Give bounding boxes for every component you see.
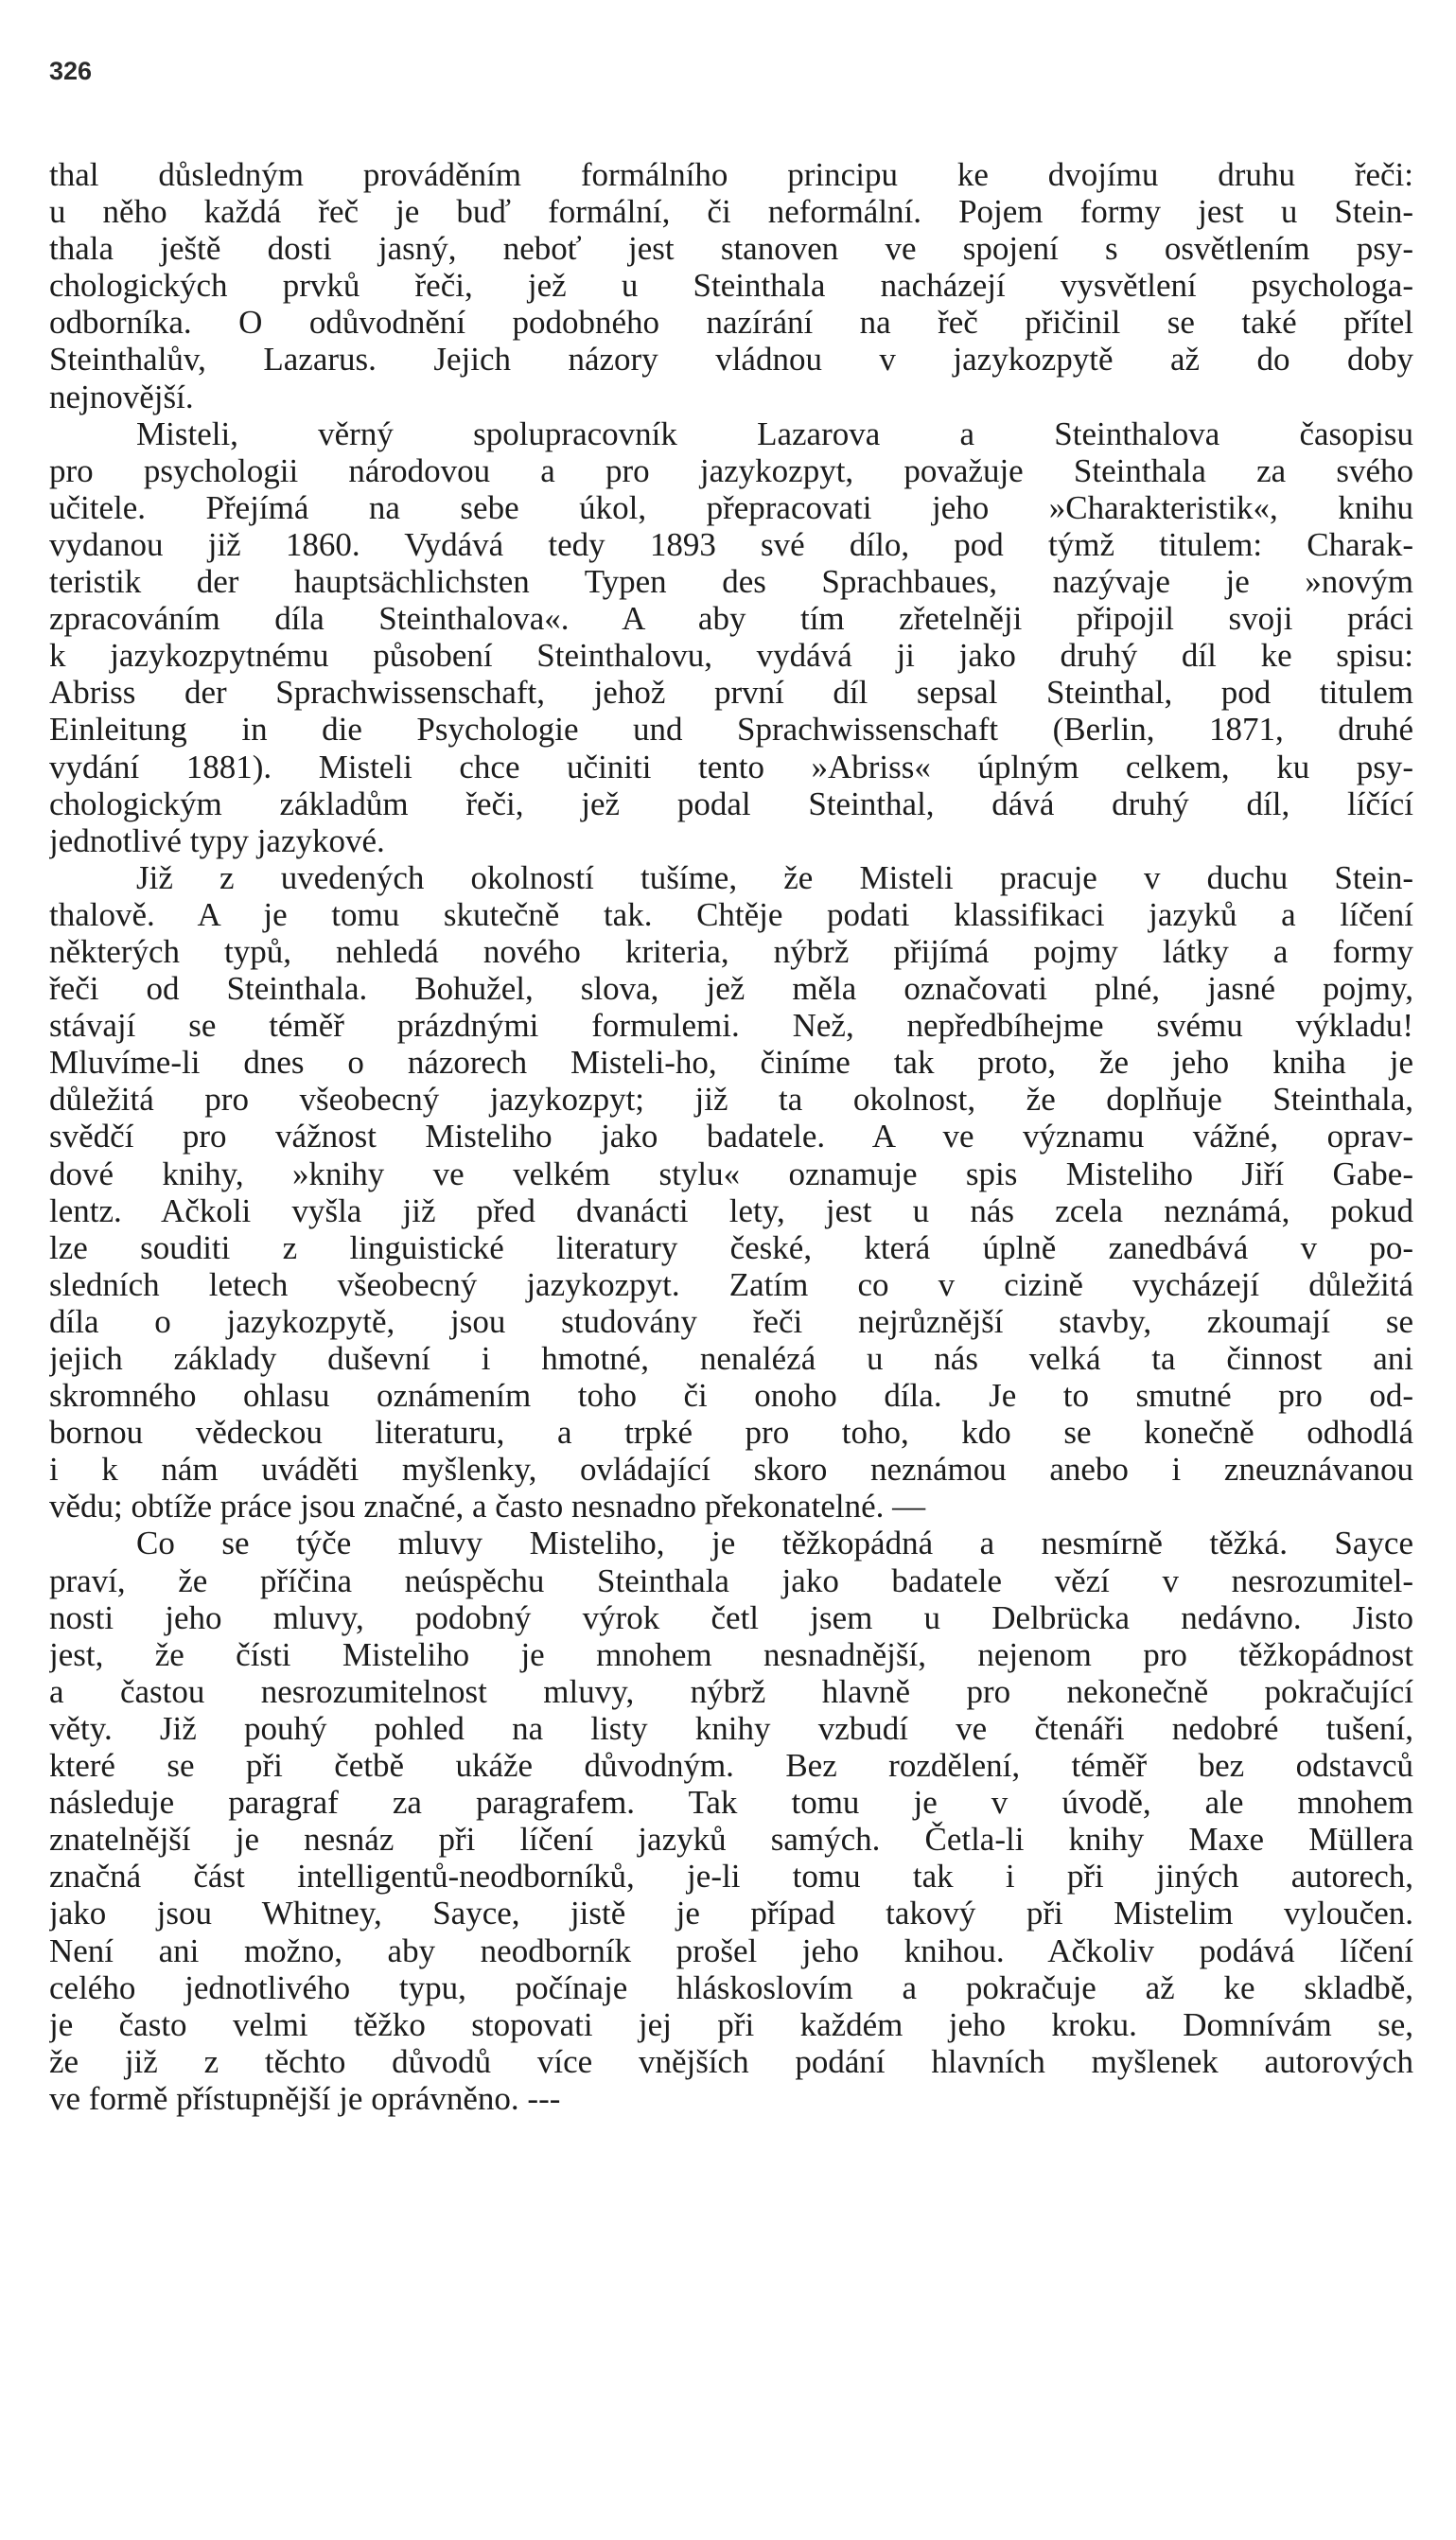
text-line: jejich základy duševní i hmotné, nenalézá u nás velká ta činnost ani [49,1340,1413,1377]
paragraph [49,859,1413,1526]
page-number: 326 [49,57,93,85]
text-line: Abriss der Sprachwissenschaft, jehož první díl sepsal Steinthal, pod titulem [49,674,1413,712]
paragraph [49,1525,1413,2117]
text-line: odborníka. O odůvodnění podobného nazírání na řeč přičinil se také přítel [49,304,1413,342]
text-line: thal důsledným prováděním formálního principu ke dvojímu druhu řeči: [49,156,1413,193]
text-line: následuje paragraf za paragrafem. Tak tomu je v úvodě, ale mnohem [49,1784,1413,1822]
text-line: vědu; obtíže práce jsou značné, a často nesnadno překonatelné. — [49,1488,926,1526]
text-line: skromného ohlasu oznámením toho či onoho díla. Je to smutné pro od- [49,1377,1413,1415]
text-line: Einleitung in die Psychologie und Sprachwissenschaft (Berlin, 1871, druhé [49,711,1413,749]
text-line: chologickým základům řeči, jež podal Steinthal, dává druhý díl, líčící [49,785,1413,822]
text-line: díla o jazykozpytě, jsou studovány řeči nejrůznější stavby, zkoumají se [49,1302,1413,1340]
text-line: thala ještě dosti jasný, neboť jest stanoven ve spojení s osvětlením psy- [49,230,1413,268]
text-line: které se při četbě ukáže důvodným. Bez rozdělení, téměř bez odstavců [49,1747,1413,1785]
text-line: lze souditi z linguistické literatury české, která úplně zanedbává v po- [49,1228,1413,1266]
paragraph [49,156,1413,415]
text-line: jednotlivé typy jazykové. [49,821,385,859]
text-line: dové knihy, »knihy ve velkém stylu« oznamuje spis Misteliho Jiří Gabe- [49,1155,1413,1192]
text-line: teristik der hauptsächlichsten Typen des Sprachbaues, nazývaje je »novým [49,563,1413,601]
text-line: a častou nesrozumitelnost mluvy, nýbrž hlavně pro nekonečně pokračující [49,1672,1413,1710]
text-line: i k nám uváděti myšlenky, ovládající skoro neznámou anebo i zneuznávanou [49,1451,1413,1489]
text-line: vydanou již 1860. Vydává tedy 1893 své dílo, pod týmž titulem: Charak- [49,525,1413,563]
text-line: Misteli, věrný spolupracovník Lazarova a Steinthalova časopisu [136,415,1413,452]
text-line: k jazykozpytnému působení Steinthalovu, vydává ji jako druhý díl ke spisu: [49,637,1413,675]
text-line: vydání 1881). Misteli chce učiniti tento »Abriss« úplným celkem, ku psy- [49,748,1413,785]
text-line: věty. Již pouhý pohled na listy knihy vzbudí ve čtenáři nedobré tušení, [49,1709,1413,1747]
text-line: značná část intelligentů-neodborníků, je-li tomu tak i při jiných autorech, [49,1858,1413,1896]
text-line: řeči od Steinthala. Bohužel, slova, jež měla označovati plné, jasné pojmy, [49,970,1413,1008]
text-line: že již z těchto důvodů více vnějších podání hlavních myšlenek autorových [49,2042,1413,2080]
text-line: Steinthalův, Lazarus. Jejich názory vládnou v jazykozpytě až do doby [49,341,1413,379]
text-line: lentz. Ačkoli vyšla již před dvanácti lety, jest u nás zcela neznámá, pokud [49,1191,1413,1229]
text-line: bornou vědeckou literaturu, a trpké pro toho, kdo se konečně odhodlá [49,1414,1413,1452]
text-line: chologických prvků řeči, jež u Steinthala nacházejí vysvětlení psychologa- [49,267,1413,305]
text-line: Co se týče mluvy Misteliho, je těžkopádná a nesmírně těžká. Sayce [136,1525,1413,1562]
text-line: u něho každá řeč je buď formální, či neformální. Pojem formy jest u Stein- [49,193,1413,231]
text-line: ve formě přístupnější je oprávněno. --- [49,2079,561,2117]
body-text [49,156,1413,2117]
text-line: učitele. Přejímá na sebe úkol, přepracovati jeho »Charakteristik«, knihu [49,488,1413,526]
text-line: praví, že příčina neúspěchu Steinthala jako badatele vězí v nesrozumitel- [49,1561,1413,1599]
text-line: znatelnější je nesnáz při líčení jazyků samých. Četla-li knihy Maxe Müllera [49,1821,1413,1859]
text-line: thalově. A je tomu skutečně tak. Chtěje podati klassifikaci jazyků a líčení [49,895,1413,933]
text-line: stávají se téměř prázdnými formulemi. Než, nepředbíhejme svému výkladu! [49,1007,1413,1045]
text-line: nosti jeho mluvy, podobný výrok četl jsem u Delbrücka nedávno. Jisto [49,1598,1413,1636]
text-line: Již z uvedených okolností tušíme, že Misteli pracuje v duchu Stein- [136,858,1413,896]
paragraph [49,415,1413,859]
text-line: Mluvíme-li dnes o názorech Misteli-ho, činíme tak proto, že jeho kniha je [49,1044,1413,1082]
text-line: celého jednotlivého typu, počínaje hláskoslovím a pokračuje až ke skladbě, [49,1968,1413,2006]
text-line: nejnovější. [49,378,194,415]
text-line: zpracováním díla Steinthalova«. A aby tím zřetelněji připojil svoji práci [49,600,1413,638]
text-line: sledních letech všeobecný jazykozpyt. Zatím co v cizině vycházejí důležitá [49,1265,1413,1303]
text-line: důležitá pro všeobecný jazykozpyt; již ta okolnost, že doplňuje Steinthala, [49,1081,1413,1119]
text-line: Není ani možno, aby neodborník prošel jeho knihou. Ačkoliv podává líčení [49,1931,1413,1969]
text-line: svědčí pro vážnost Misteliho jako badatele. A ve významu vážné, oprav- [49,1118,1413,1155]
text-line: je často velmi těžko stopovati jej při každém jeho kroku. Domnívám se, [49,2005,1413,2043]
text-line: některých typů, nehledá nového kriteria, nýbrž přijímá pojmy látky a formy [49,932,1413,970]
text-line: jako jsou Whitney, Sayce, jistě je případ takový při Mistelim vyloučen. [49,1895,1413,1932]
text-line: jest, že čísti Misteliho je mnohem nesnadnější, nejenom pro těžkopádnost [49,1635,1413,1673]
text-line: pro psychologii národovou a pro jazykozpyt, považuje Steinthala za svého [49,451,1413,489]
